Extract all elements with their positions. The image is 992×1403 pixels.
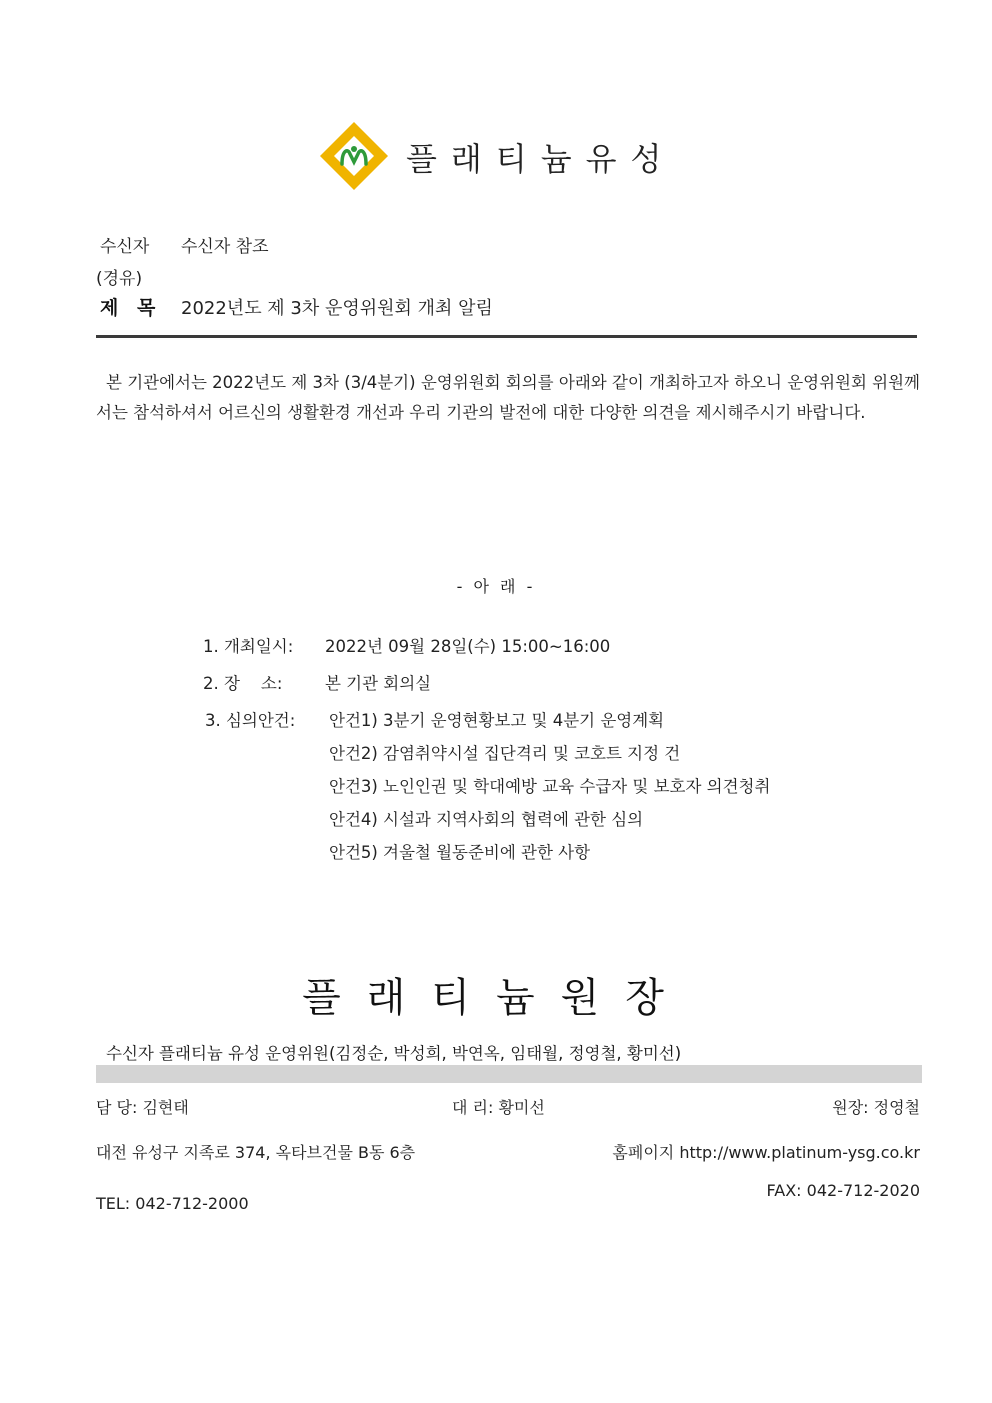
org-logo-icon	[318, 120, 390, 192]
via-label: (경유)	[96, 269, 143, 289]
subject-value: 2022년도 제 3차 운영위원회 개최 알림	[181, 298, 493, 319]
notice-title: - 아 래 -	[456, 577, 536, 596]
header-divider	[96, 335, 917, 338]
recipient-value: 수신자 참조	[181, 237, 269, 257]
datetime-value: 2022년 09월 28일(수) 15:00~16:00	[325, 637, 611, 656]
agenda-label: 3. 심의안건:	[205, 711, 296, 730]
datetime-label: 1. 개최일시:	[203, 637, 294, 656]
org-name: 플래티늄유성	[406, 140, 676, 178]
address: 대전 유성구 지족로 374, 옥타브건물 B동 6층	[96, 1143, 416, 1162]
agenda-item: 안건5) 겨울철 월동준비에 관한 사항	[329, 843, 591, 862]
recipient-label: 수신자	[100, 237, 150, 257]
manager: 담 당: 김현태	[96, 1098, 189, 1117]
tel-number: TEL: 042-712-2000	[96, 1194, 249, 1213]
recipients-line: 수신자 플래티늄 유성 운영위원(김정순, 박성희, 박연옥, 임태월, 정영철, 황미선)	[106, 1044, 682, 1063]
homepage-link[interactable]: 홈페이지 http://www.platinum-ysg.co.kr	[612, 1143, 920, 1162]
deputy: 대 리: 황미선	[452, 1098, 545, 1117]
agenda-item: 안건4) 시설과 지역사회의 협력에 관한 심의	[329, 810, 644, 829]
place-label: 2. 장 소:	[203, 674, 283, 693]
place-value: 본 기관 회의실	[325, 674, 432, 693]
agenda-item: 안건3) 노인인권 및 학대예방 교육 수급자 및 보호자 의견청취	[329, 777, 771, 796]
agenda-item: 안건2) 감염취약시설 집단격리 및 코호트 지정 건	[329, 744, 681, 763]
signature-title: 플래티늄원장	[302, 975, 690, 1021]
director: 원장: 정영철	[832, 1098, 920, 1117]
divider-bar	[96, 1065, 922, 1083]
fax-number: FAX: 042-712-2020	[766, 1181, 920, 1200]
agenda-item: 안건1) 3분기 운영현황보고 및 4분기 운영계획	[329, 711, 665, 730]
subject-label: 제 목	[100, 297, 162, 319]
body-paragraph: 본 기관에서는 2022년도 제 3차 (3/4분기) 운영위원회 회의를 아래와 같이 개최하고자 하오니 운영위원회 위원께서는 참석하셔서 어르신의 생활환경 개선과 우리 기관의 발전에 대한 다양한 의견을 제시해주시기 바랍니다.	[96, 373, 920, 422]
